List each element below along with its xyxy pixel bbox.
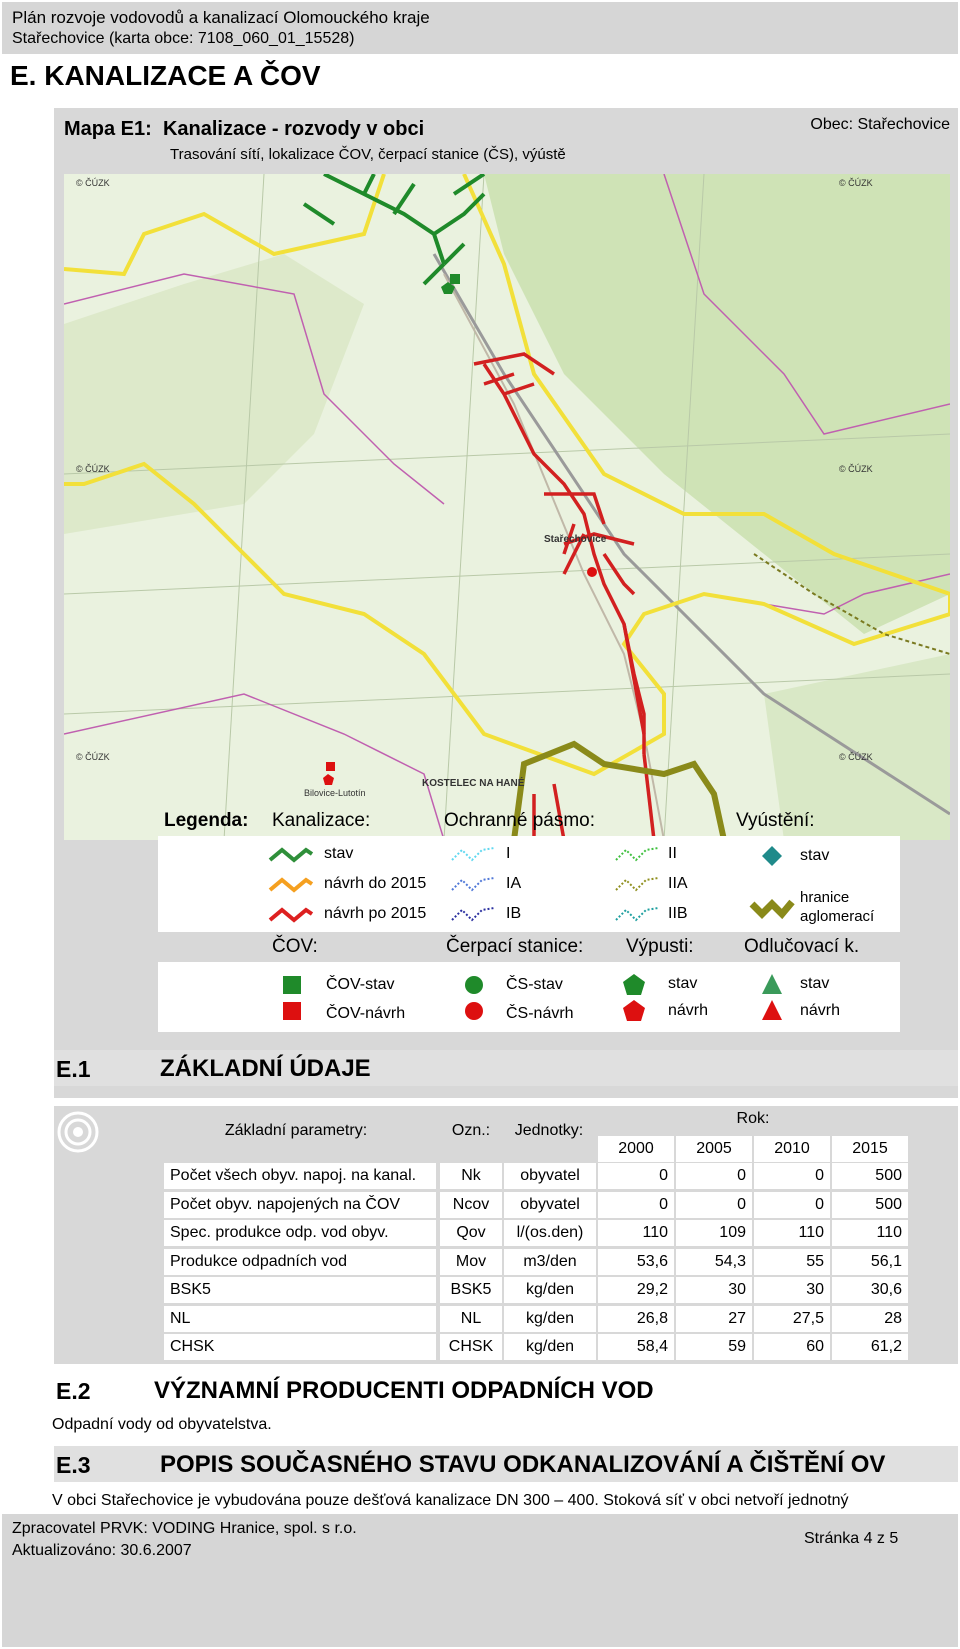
value-cell: 0 xyxy=(598,1192,674,1218)
value-cell: 500 xyxy=(832,1163,908,1189)
legend-odlucovaci: Odlučovací k. xyxy=(744,936,860,957)
unit-cell: l/(os.den) xyxy=(504,1220,596,1246)
legend-cov: ČOV: xyxy=(272,936,318,957)
param-cell: Produkce odpadních vod xyxy=(164,1249,436,1275)
cuzk-label-2: © ČÚZK xyxy=(839,178,873,188)
year-header-2015: 2015 xyxy=(832,1136,908,1162)
odlucovac-navrh-icon xyxy=(762,1000,782,1020)
value-cell: 500 xyxy=(832,1192,908,1218)
param-cell: Spec. produkce odp. vod obyv. xyxy=(164,1220,436,1246)
legend-vyusteni: Vyústění: xyxy=(736,810,815,831)
legend-stav-line xyxy=(270,850,312,860)
value-cell: 60 xyxy=(754,1334,830,1360)
legend-cov-navrh: ČOV-návrh xyxy=(326,1005,406,1022)
year-header-2005: 2005 xyxy=(676,1136,752,1162)
param-cell: CHSK xyxy=(164,1334,436,1360)
unit-cell: obyvatel xyxy=(504,1163,596,1189)
cov-stav-icon xyxy=(283,976,301,994)
section-e2-text: Odpadní vody od obyvatelstva. xyxy=(52,1416,272,1433)
section-e3-number: E.3 xyxy=(56,1452,91,1478)
value-cell: 109 xyxy=(676,1220,752,1246)
cuzk-label-3: © ČÚZK xyxy=(76,464,110,474)
legend-zone-IIB: IIB xyxy=(668,905,688,922)
legend-line-symbols xyxy=(268,842,314,928)
bilovice-label: Bilovice-Lutotín xyxy=(304,788,366,798)
value-cell: 0 xyxy=(676,1192,752,1218)
section-e3-title: POPIS SOUČASNÉHO STAVU ODKANALIZOVÁNÍ A ČIŠTĚNÍ OV xyxy=(160,1451,886,1478)
legend-vp-navrh: návrh xyxy=(668,1002,709,1019)
zone-II-line xyxy=(616,848,658,860)
value-cell: 27,5 xyxy=(754,1306,830,1332)
legend-hranice: hranice xyxy=(800,889,850,906)
legend-stav: stav xyxy=(324,845,354,862)
legend-zone-IIA: IIA xyxy=(668,875,688,892)
legend-vp-stav: stav xyxy=(668,975,698,992)
legend-ochranne: Ochranné pásmo: xyxy=(444,810,596,831)
outlet-diamond-icon xyxy=(762,846,782,866)
value-cell: 55 xyxy=(754,1249,830,1275)
value-cell: 29,2 xyxy=(598,1277,674,1303)
legend-cs-stav: ČS-stav xyxy=(506,976,563,993)
zone-IIB-line xyxy=(616,908,658,920)
value-cell: 27 xyxy=(676,1306,752,1332)
footer-updated: Aktualizováno: 30.6.2007 xyxy=(12,1542,192,1559)
legend-title: Legenda: xyxy=(164,810,249,831)
legend-outlet-symbols xyxy=(748,842,796,928)
unit-cell: m3/den xyxy=(504,1249,596,1275)
legend-navrhpo2015-line xyxy=(270,910,312,920)
zone-IIA-line xyxy=(616,878,658,890)
outlet-planned-icon xyxy=(323,774,334,785)
legend-kanalizace: Kanalizace: xyxy=(272,810,371,831)
section-e2-number: E.2 xyxy=(56,1378,91,1404)
cs-stav-icon xyxy=(465,976,483,994)
map-title: Mapa E1: Kanalizace - rozvody v obci xyxy=(64,118,425,140)
cs-navrh-icon xyxy=(465,1002,483,1020)
map-municipality: Obec: Stařechovice xyxy=(810,116,950,133)
field-area xyxy=(64,254,364,534)
map-canvas xyxy=(64,174,950,840)
th-param: Základní parametry: xyxy=(224,1122,368,1139)
village-label: Stařechovice xyxy=(544,534,607,545)
legend-cerpaci: Čerpací stanice: xyxy=(446,936,584,957)
sewer-existing xyxy=(304,174,484,284)
value-cell: 110 xyxy=(832,1220,908,1246)
value-cell: 61,2 xyxy=(832,1334,908,1360)
legend-cov-stav: ČOV-stav xyxy=(326,976,395,993)
value-cell: 56,1 xyxy=(832,1249,908,1275)
value-cell: 110 xyxy=(754,1220,830,1246)
param-cell: Počet obyv. napojených na ČOV xyxy=(164,1192,436,1218)
legend-od-stav: stav xyxy=(800,975,830,992)
th-ozn: Ozn.: xyxy=(451,1122,491,1139)
vypust-stav-icon xyxy=(623,974,645,995)
ozn-cell: Nk xyxy=(440,1163,502,1189)
year-header-2010: 2010 xyxy=(754,1136,830,1162)
unit-cell: kg/den xyxy=(504,1306,596,1332)
legend-zone-symbols-1 xyxy=(448,842,498,928)
legend-cs-navrh: ČS-návrh xyxy=(506,1005,574,1022)
legend-od-navrh: návrh xyxy=(800,1002,841,1019)
value-cell: 26,8 xyxy=(598,1306,674,1332)
footer-page: Stránka 4 z 5 xyxy=(804,1530,899,1547)
cov-planned-icon xyxy=(326,762,335,771)
legend-zone-II: II xyxy=(668,845,677,862)
value-cell: 30 xyxy=(676,1277,752,1303)
cov-navrh-icon xyxy=(283,1002,301,1020)
kostelec-label: KOSTELEC NA HANÉ xyxy=(422,778,525,789)
legend-navrhpo2015: návrh po 2015 xyxy=(324,905,427,922)
cuzk-label-4: © ČÚZK xyxy=(839,464,873,474)
section-e2-title: VÝZNAMNÍ PRODUCENTI ODPADNÍCH VOD xyxy=(154,1377,654,1404)
param-cell: Počet všech obyv. napoj. na kanal. xyxy=(164,1163,436,1189)
value-cell: 0 xyxy=(598,1163,674,1189)
zone-IA-line xyxy=(452,878,494,890)
footer-author: Zpracovatel PRVK: VODING Hranice, spol. s r.o. xyxy=(12,1520,357,1537)
odlucovac-stav-icon xyxy=(762,974,782,994)
unit-cell: kg/den xyxy=(504,1334,596,1360)
vypust-navrh-icon xyxy=(623,1000,645,1021)
target-icon xyxy=(56,1110,100,1154)
cuzk-label-6: © ČÚZK xyxy=(839,752,873,762)
value-cell: 110 xyxy=(598,1220,674,1246)
section-e3-text: V obci Stařechovice je vybudována pouze dešťová kanalizace DN 300 – 400. Stoková síť v obci netvoří jednotný xyxy=(52,1492,849,1509)
legend-navrh2015-line xyxy=(270,880,312,890)
ozn-cell: BSK5 xyxy=(440,1277,502,1303)
value-cell: 54,3 xyxy=(676,1249,752,1275)
year-header-2000: 2000 xyxy=(598,1136,674,1162)
aglomeration-line-icon xyxy=(752,902,792,914)
value-cell: 0 xyxy=(754,1163,830,1189)
value-cell: 0 xyxy=(754,1192,830,1218)
legend-zone-symbols-2 xyxy=(612,842,662,928)
value-cell: 28 xyxy=(832,1306,908,1332)
cov-existing-icon xyxy=(450,274,460,284)
pump-station-planned-icon xyxy=(587,567,597,577)
value-cell: 53,6 xyxy=(598,1249,674,1275)
section-e1-title: ZÁKLADNÍ ÚDAJE xyxy=(160,1055,371,1082)
ozn-cell: NL xyxy=(440,1306,502,1332)
map-subtitle: Trasování sítí, lokalizace ČOV, čerpací stanice (ČS), výústě xyxy=(170,146,566,163)
cuzk-label-1: © ČÚZK xyxy=(76,178,110,188)
section-title-e: E. KANALIZACE A ČOV xyxy=(10,60,321,91)
zone-IB-line xyxy=(452,908,494,920)
value-cell: 59 xyxy=(676,1334,752,1360)
param-cell: NL xyxy=(164,1306,436,1332)
cuzk-label-5: © ČÚZK xyxy=(76,752,110,762)
legend-vy-stav: stav xyxy=(800,847,830,864)
value-cell: 0 xyxy=(676,1163,752,1189)
ozn-cell: Ncov xyxy=(440,1192,502,1218)
legend-vypusti: Výpusti: xyxy=(626,936,694,957)
value-cell: 30,6 xyxy=(832,1277,908,1303)
sewer-map[interactable] xyxy=(64,174,950,840)
value-cell: 30 xyxy=(754,1277,830,1303)
unit-cell: kg/den xyxy=(504,1277,596,1303)
legend-zone-IA: IA xyxy=(506,875,522,892)
legend-zone-I: I xyxy=(506,845,511,862)
unit-cell: obyvatel xyxy=(504,1192,596,1218)
document-title: Plán rozvoje vodovodů a kanalizací Olomouckého kraje xyxy=(12,8,430,27)
document-subtitle: Stařechovice (karta obce: 7108_060_01_15528) xyxy=(12,30,355,47)
th-jedn: Jednotky: xyxy=(514,1122,584,1139)
zone-I-line xyxy=(452,848,494,860)
ozn-cell: CHSK xyxy=(440,1334,502,1360)
section-e1-number: E.1 xyxy=(56,1056,91,1082)
legend-zone-IB: IB xyxy=(506,905,522,922)
value-cell: 58,4 xyxy=(598,1334,674,1360)
legend-navrh2015: návrh do 2015 xyxy=(324,875,427,892)
ozn-cell: Mov xyxy=(440,1249,502,1275)
legend-aglomeraci: aglomerací xyxy=(800,908,875,925)
ozn-cell: Qov xyxy=(440,1220,502,1246)
param-cell: BSK5 xyxy=(164,1277,436,1303)
th-rok: Rok: xyxy=(736,1110,770,1127)
